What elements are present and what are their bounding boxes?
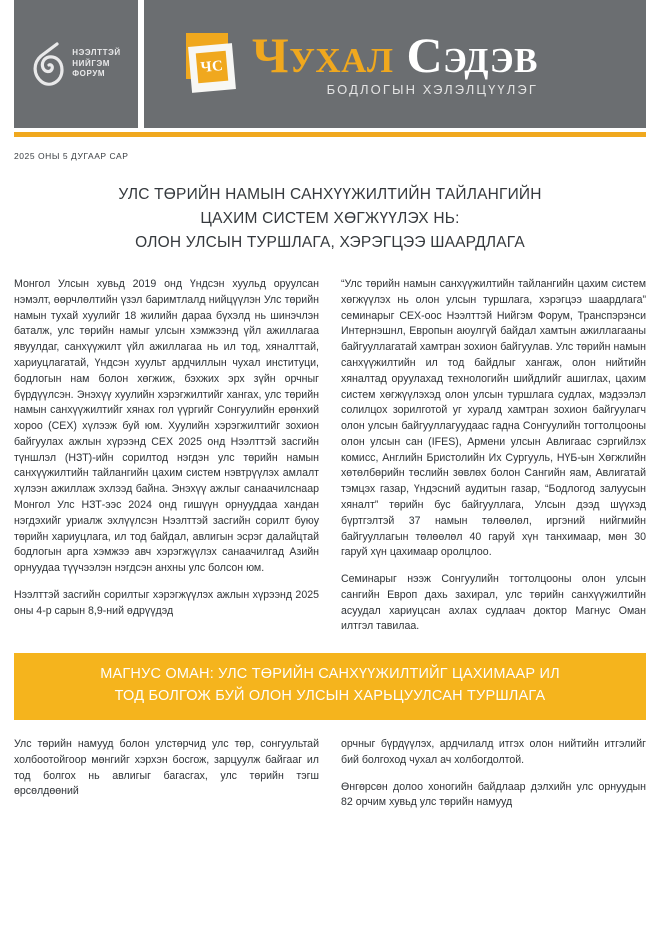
page-title: [44, 183, 616, 255]
paragraph: Монгол Улсын хувьд 2019 онд Үндсэн хуульд оруулсан нэмэлт, өөрчлөлтийн үзэл баримтлалд нийцүүлэн Улс төрийн намын тухай хуулийг 18 жилийн дараа бүхэлд нь шинэчлэн баталж, улс төрийн намыг улсын хэмжээнд үйл ажиллагаа явуулдаг, санхүүжилт үйл ажиллагаа нь ил тод, хяналттай, хариуцлагатай, Үндсэн хуульт ардчиллын чухал институци, бодлогын нам болон хөгжиж, бэхжих эрх зүйн орчныг бүрдүүлсэн. Энэхүү хуулийн хэрэгжилтийг хангах, улс төрийн намын санхүүжилтийг хянах гол үүргийг Сонгуулийн ерөнхий хороо (СЕХ) хүлээж буй юм. Хуулийн хэрэгжилтийг зохион байгуулах ажлын хүрээнд СЕХ 2025 онд Нээлттэй засгийн түншлэл (НЗТ)-ийн сорилтод нэгдэн улс төрийн намын санхүүжилтийн тайлангийн цахим систем нэвтрүүлэх амлалт хүлээн ажиллаж эхлээд байна. Энэхүү ажлыг санаачилснаар Монгол Улс НЗТ-ээс 2024 онд гишүүн орнууддаа хандан нэгдэхийг уриалж эхлүүлсэн Нээлттэй засгийн сорилт буюу төрийн хариуцлага, ил тод байдал, авлигын эсрэг далайцтай бодлогын арга хэмжээ авч хэрэгжүүлэх санаачилгад Азийн орнуудаа түүчээлэн нэгдсэн анхны улс болсон юм.: [14, 278, 319, 575]
issue-date: 2025 ОНЫ 5 ДУГААР САР: [14, 151, 129, 161]
page-title-line-3: ОЛОН УЛСЫН ТУРШЛАГА, ХЭРЭГЦЭЭ ШААРДЛАГА: [135, 234, 525, 252]
section-banner-line-2: ТОД БОЛГОЖ БУЙ ОЛОН УЛСЫН ХАРЬЦУУЛСАН ТУРШЛАГА: [114, 687, 546, 704]
article-column-right: [341, 277, 646, 635]
paragraph: орчныг бүрдүүлэх, ардчилалд итгэх олон нийтийн итгэлийг бий болгоход чухал ач холбогдолтой.: [341, 738, 646, 766]
article-columns-lower: [14, 737, 646, 811]
masthead-right-panel: [144, 0, 646, 128]
osf-logo-line-1: НЭЭЛТТЭЙ: [72, 48, 121, 58]
article-column-lower-left: [14, 737, 319, 811]
masthead-left-panel: [14, 0, 138, 128]
brand-word-2: Сэдэв: [406, 27, 538, 83]
section-banner: [14, 653, 646, 720]
osf-leaf-icon: [31, 42, 65, 86]
osf-logo-line-2: НИЙГЭМ: [72, 58, 111, 68]
brand-block: [252, 27, 538, 97]
chuhal-sedev-tile-icon: [184, 33, 236, 95]
page-title-line-2: ЦАХИМ СИСТЕМ ХӨГЖҮҮЛЭХ НЬ:: [200, 210, 460, 228]
osf-logo-line-3: ФОРУМ: [72, 69, 106, 79]
brand-word-1: Чухал: [252, 27, 394, 83]
osf-logo-text: [72, 48, 120, 80]
page-title-line-1: УЛС ТӨРИЙН НАМЫН САНХҮҮЖИЛТИЙН ТАЙЛАНГИЙН: [118, 186, 542, 203]
paragraph: Өнгөрсөн долоо хоногийн байдлаар дэлхийн улс орнуудын 82 орчим хувьд улс төрийн намууд: [341, 780, 646, 809]
paragraph: Семинарыг нээж Сонгуулийн тогтолцооны олон улсын сангийн Европ дахь захирал, улс төрийн санхүүжилтийн асуудал хариуцсан ахлах судлаач доктор Магнус Оман илтгэл тавилаа.: [341, 573, 646, 633]
paragraph: Улс төрийн намууд болон улстөрчид улс төр, сонгуультай холбоотойгоор мөнгийг хэрхэн босгож, зарцуулж байгааг ил тод болгох нь авлигыг багасгах, улс төрийн тэгш өрсөлдөөний: [14, 738, 319, 798]
masthead: [0, 0, 660, 128]
paragraph: Нээлттэй засгийн сорилтыг хэрэгжүүлэх ажлын хүрээнд 2025 оны 4-р сарын 8,9-ний өдрүүдэд: [14, 588, 319, 617]
section-banner-line-1: МАГНУС ОМАН: УЛС ТӨРИЙН САНХҮҮЖИЛТИЙГ ЦАХИМААР ИЛ: [100, 666, 560, 683]
tile-label: ЧС: [199, 57, 225, 76]
brand-title: [252, 27, 538, 83]
osf-logo: [31, 42, 120, 86]
masthead-accent-rule: [14, 132, 646, 137]
article-column-lower-right: [341, 737, 646, 811]
paragraph: “Улс төрийн намын санхүүжилтийн тайлангийн цахим систем хөгжүүлэх нь олон улсын туршлага, хэрэгцээ шаардлага” семинарыг СЕХ-оос Нээлттэй Нийгэм Форум, Транспэрэнси Интернэшнл, Европын аюулгүй байдал хамтын ажиллагааны байгууллагатай хамтран зохион байгуулав. Улс төрийн намын санхүүжилтийн ил тод байдлыг хангаж, олон нийтийн хяналтад оруулахад технологийн шийдлийг ашиглах, цахим систем хөгжүүлэхэд олон улсын туршлага судлах, мэдээлэл солилцох зорилготой уг хуралд хамтран зохион байгуулагч олон улсын байгууллагуудаас гадна Сонгуулийн тогтолцооны олон улсын сан (IFES), Армени улсын Авлигаас сэргийлэх комисс, Английн Бристолийн Их Сургууль, НҮБ-ын Хөгжлийн хөтөлбөрийн төслийн зөвлөх болон Сангийн яам, Авлигатай тэмцэх газар, Үндэсний аудитын газар, “Бодлогод залуусын хяналт” төрийн бус байгууллага, Улсын дээд шүүхэд бүртгэлтэй 37 намын төлөөлөл, иргэний нийгмийн байгууллагын төлөөлөл 40 гаруй хүн танхимаар, мөн 30 гаруй хүн цахимаар оролцлоо.: [341, 278, 646, 559]
brand-subtitle: БОДЛОГЫН ХЭЛЭЛЦҮҮЛЭГ: [326, 82, 538, 97]
tile-inner-square: [196, 51, 229, 84]
article-column-left: [14, 277, 319, 635]
article-columns: [14, 277, 646, 635]
